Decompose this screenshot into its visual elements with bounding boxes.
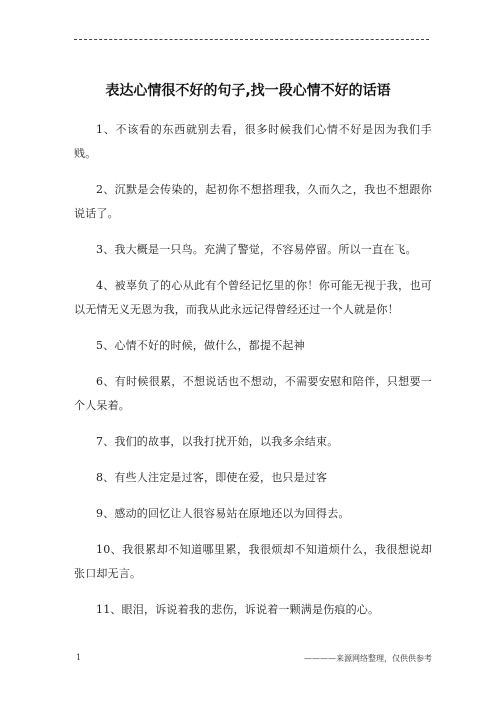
paragraph-4: 4、被辜负了的心从此有个曾经记忆里的你！你可能无视于我，也可以无情无义无恩为我，而我从此永远记得曾经还过一个人就是你！ (74, 279, 432, 316)
paragraph-5: 5、心情不好的时候，做什么，都提不起神 (96, 339, 305, 352)
page-title: 表达心情很不好的句子,找一段心情不好的话语 (105, 83, 391, 99)
paragraph-8: 8、有些人注定是过客，即使在爱，也只是过客 (96, 471, 328, 484)
article-body (74, 118, 432, 634)
page-number: 1 (76, 653, 82, 662)
paragraph-7: 7、我们的故事，以我打扰开始，以我多余结束。 (96, 435, 339, 448)
paragraph-11: 11、眼泪，诉说着我的悲伤，诉说着一颗满是伤痕的心。 (96, 603, 380, 616)
paragraph-6: 6、有时候很累，不想说话也不想动，不需要安慰和陪伴，只想要一个人呆着。 (74, 375, 432, 412)
paragraph-1: 1、不该看的东西就别去看，很多时候我们心情不好是因为我们手贱。 (74, 123, 432, 160)
footer-source-note: ————来源网络整理，仅供供参考 (304, 654, 432, 663)
paragraph-9: 9、感动的回忆让人很容易站在原地还以为回得去。 (96, 507, 350, 520)
paragraph-10: 10、我很累却不知道哪里累，我很烦却不知道烦什么，我很想说却张口却无言。 (74, 543, 432, 580)
paragraph-3: 3、我大概是一只鸟。充满了警觉，不容易停留。所以一直在飞。 (96, 243, 417, 256)
header-dashed-rule (74, 39, 429, 40)
paragraph-2: 2、沉默是会传染的，起初你不想搭理我，久而久之，我也不想跟你说话了。 (74, 183, 432, 220)
